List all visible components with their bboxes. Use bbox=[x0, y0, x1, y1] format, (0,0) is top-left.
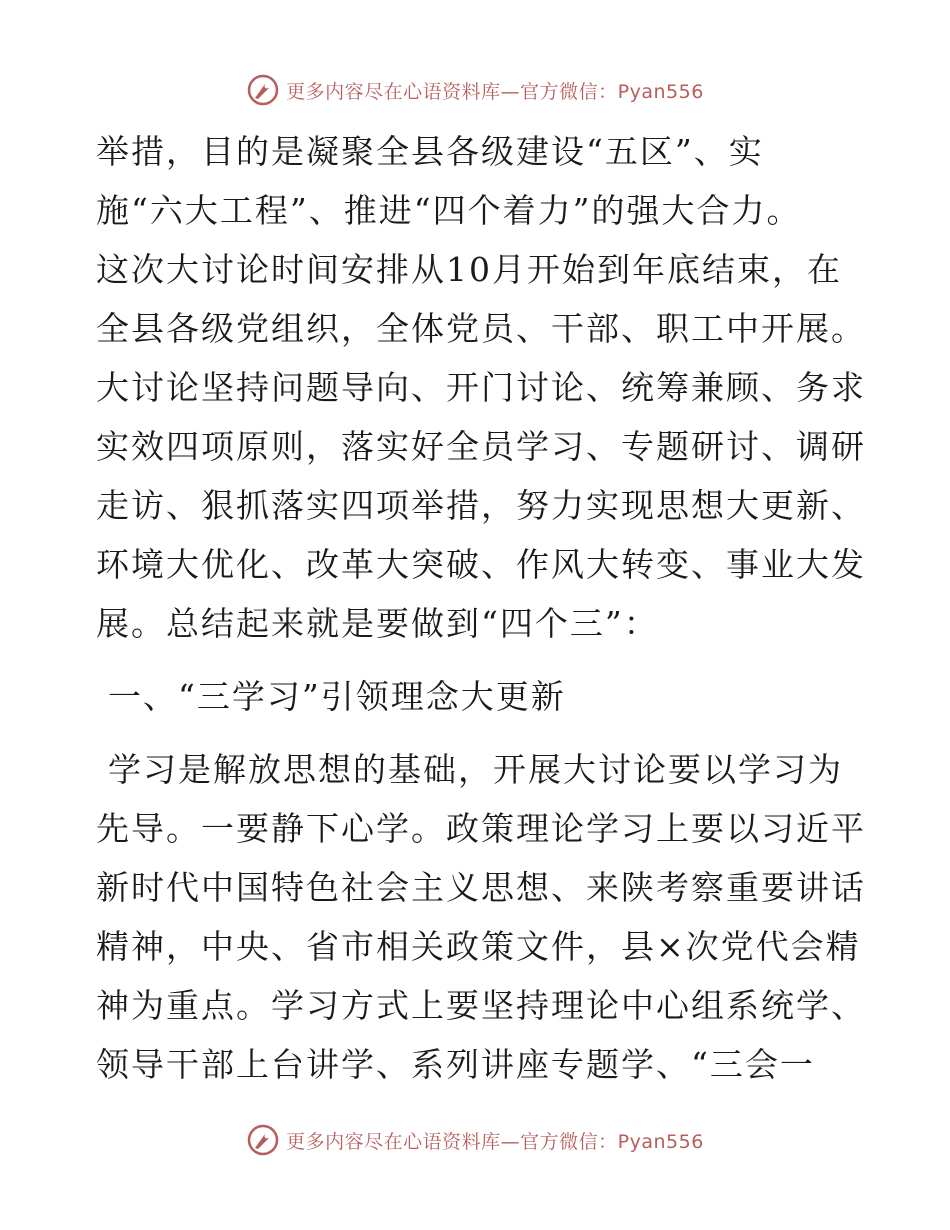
text-line: 施“六大工程”、推进“四个着力”的强大合力。 bbox=[96, 191, 802, 230]
pen-nib-logo-icon bbox=[246, 1123, 280, 1157]
paragraph bbox=[96, 122, 866, 653]
document-body bbox=[96, 122, 866, 1094]
header-watermark bbox=[0, 70, 950, 110]
text-line: 环境大优化、改革大突破、作风大转变、事业大发 bbox=[96, 545, 866, 584]
text-line: 学习是解放思想的基础，开展大讨论要以学习为 bbox=[108, 750, 843, 789]
text-line: 走访、狠抓落实四项举措，努力实现思想大更新、 bbox=[96, 486, 866, 525]
text-line: 展。总结起来就是要做到“四个三”： bbox=[96, 604, 659, 643]
watermark-text: 更多内容尽在心语资料库—官方微信：Pyan556 bbox=[286, 80, 704, 103]
text-line: 神为重点。学习方式上要坚持理论中心组系统学、 bbox=[96, 986, 866, 1025]
footer-watermark bbox=[0, 1120, 950, 1160]
text-line: 大讨论坚持问题导向、开门讨论、统筹兼顾、务求 bbox=[96, 368, 866, 407]
section-heading: 一、“三学习”引领理念大更新 bbox=[108, 677, 566, 716]
pen-nib-logo-icon bbox=[246, 73, 280, 107]
text-line: 领导干部上台讲学、系列讲座专题学、“三会一 bbox=[96, 1045, 815, 1084]
text-line: 全县各级党组织，全体党员、干部、职工中开展。 bbox=[96, 309, 866, 348]
text-line: 新时代中国特色社会主义思想、来陕考察重要讲话 bbox=[96, 868, 866, 907]
text-line: 实效四项原则，落实好全员学习、专题研讨、调研 bbox=[96, 427, 866, 466]
text-line: 先导。一要静下心学。政策理论学习上要以习近平 bbox=[96, 809, 866, 848]
text-line: 这次大讨论时间安排从10月开始到年底结束，在 bbox=[96, 250, 842, 289]
paragraph bbox=[96, 740, 866, 1094]
text-line: 精神，中央、省市相关政策文件，县×次党代会精 bbox=[96, 927, 861, 966]
text-line: 举措，目的是凝聚全县各级建设“五区”、实 bbox=[96, 132, 764, 171]
watermark-text: 更多内容尽在心语资料库—官方微信：Pyan556 bbox=[286, 1130, 704, 1153]
